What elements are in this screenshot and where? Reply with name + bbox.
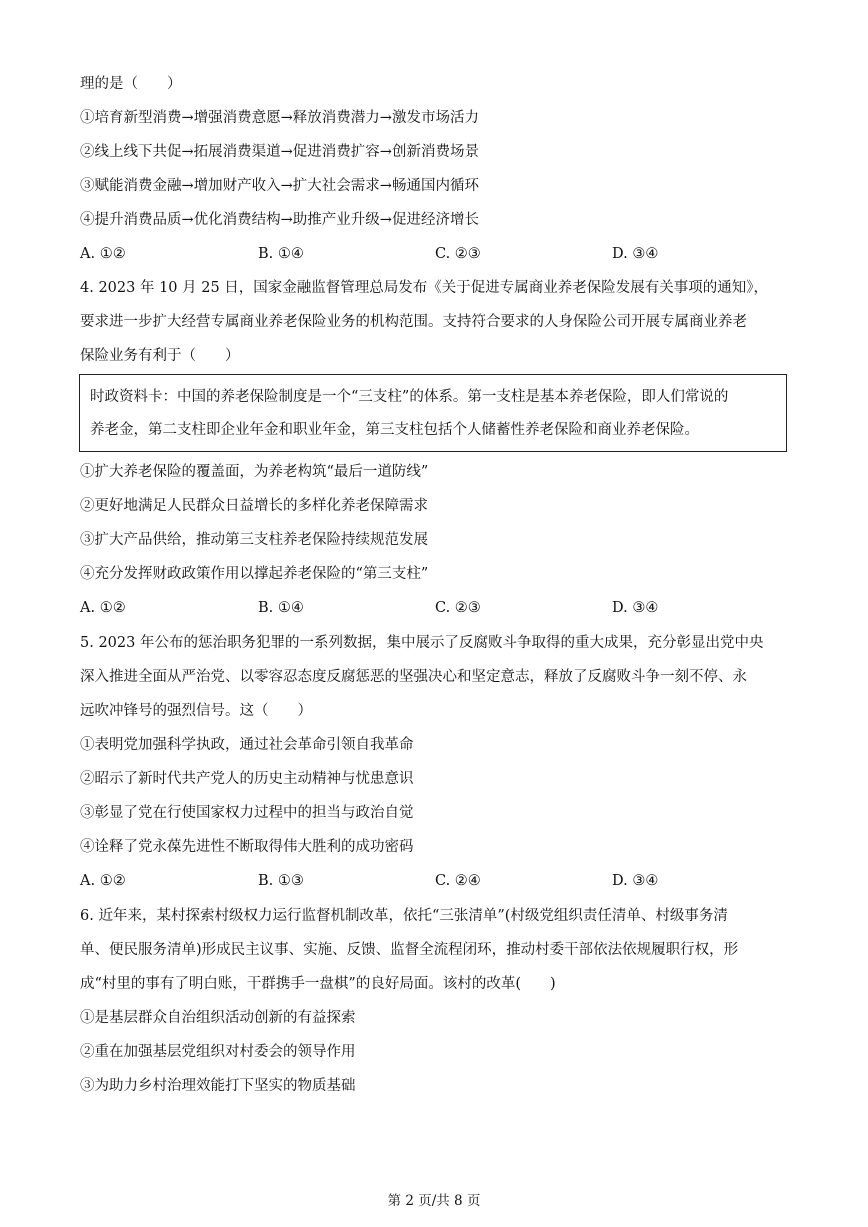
- question-3-tail: 理的是（ ）: [80, 76, 182, 92]
- q5-stem-line-1: 5. 2023 年公布的惩治职务犯罪的一系列数据，集中展示了反腐败斗争取得的重大成果，充分彰显出党中央: [80, 635, 764, 651]
- q6-stem-line-1: 6. 近年来，某村探索村级权力运行监督机制改革，依托“三张清单”(村级党组织责任清单、村级事务清: [80, 908, 728, 924]
- q3-item-4: ④提升消费品质→优化消费结构→助推产业升级→促进经济增长: [80, 212, 479, 228]
- q3-item-1: ①培育新型消费→增强消费意愿→释放消费潜力→激发市场活力: [80, 110, 479, 126]
- q3-option-d: D. ③④: [612, 246, 659, 262]
- q4-item-3: ③扩大产品供给，推动第三支柱养老保险持续规范发展: [80, 532, 428, 548]
- q3-option-b: B. ①④: [258, 246, 304, 262]
- q3-item-2: ②线上线下共促→拓展消费渠道→促进消费扩容→创新消费场景: [80, 144, 479, 160]
- q5-option-c: C. ②④: [435, 873, 481, 889]
- q5-item-2: ②昭示了新时代共产党人的历史主动精神与忧患意识: [80, 771, 414, 787]
- q4-stem-line-2: 要求进一步扩大经营专属商业养老保险业务的机构范围。支持符合要求的人身保险公司开展专属商业养老: [80, 314, 747, 330]
- q5-item-3: ③彰显了党在行使国家权力过程中的担当与政治自觉: [80, 805, 414, 821]
- q4-option-c: C. ②③: [435, 600, 481, 616]
- q4-option-d: D. ③④: [612, 600, 659, 616]
- q4-card-line-1: 时政资料卡：中国的养老保险制度是一个“三支柱”的体系。第一支柱是基本养老保险，即人们常说的: [90, 389, 729, 405]
- page-number: 第 2 页/共 8 页: [387, 1193, 481, 1209]
- q6-item-2: ②重在加强基层党组织对村委会的领导作用: [80, 1044, 356, 1060]
- q4-info-card: [79, 374, 787, 452]
- q5-item-4: ④诠释了党永葆先进性不断取得伟大胜利的成功密码: [80, 839, 414, 855]
- q4-stem-line-3: 保险业务有利于（ ）: [80, 348, 240, 364]
- q6-stem-line-2: 单、便民服务清单)形成民主议事、实施、反馈、监督全流程闭环，推动村委干部依法依规履职行权，形: [80, 942, 739, 958]
- q3-option-a: A. ①②: [80, 246, 126, 262]
- q4-item-2: ②更好地满足人民群众日益增长的多样化养老保障需求: [80, 498, 428, 514]
- q6-item-3: ③为助力乡村治理效能打下坚实的物质基础: [80, 1078, 356, 1094]
- q4-card-line-2: 养老金，第二支柱即企业年金和职业年金，第三支柱包括个人储蓄性养老保险和商业养老保险。: [90, 422, 699, 438]
- q6-stem-line-3: 成“村里的事有了明白账，干群携手一盘棋”的良好局面。该村的改革( ): [80, 976, 556, 992]
- q5-stem-line-3: 远吹冲锋号的强烈信号。这（ ）: [80, 703, 312, 719]
- q6-item-1: ①是基层群众自治组织活动创新的有益探索: [80, 1010, 356, 1026]
- q3-option-c: C. ②③: [435, 246, 481, 262]
- q5-option-d: D. ③④: [612, 873, 659, 889]
- q5-option-a: A. ①②: [80, 873, 126, 889]
- q5-stem-line-2: 深入推进全面从严治党、以零容忍态度反腐惩恶的坚强决心和坚定意志，释放了反腐败斗争一刻不停、永: [80, 669, 747, 685]
- q5-options: [80, 871, 780, 891]
- q4-item-4: ④充分发挥财政政策作用以撑起养老保险的“第三支柱”: [80, 566, 429, 582]
- q4-stem-line-1: 4. 2023 年 10 月 25 日，国家金融监督管理总局发布《关于促进专属商业养老保险发展有关事项的通知》，: [80, 280, 769, 296]
- q4-item-1: ①扩大养老保险的覆盖面，为养老构筑“最后一道防线”: [80, 464, 429, 480]
- q4-option-b: B. ①④: [258, 600, 304, 616]
- q5-item-1: ①表明党加强科学执政，通过社会革命引领自我革命: [80, 737, 414, 753]
- q4-option-a: A. ①②: [80, 600, 126, 616]
- q3-item-3: ③赋能消费金融→增加财产收入→扩大社会需求→畅通国内循环: [80, 178, 479, 194]
- q4-options: [80, 598, 780, 618]
- q5-option-b: B. ①③: [258, 873, 304, 889]
- q3-options: [80, 244, 780, 264]
